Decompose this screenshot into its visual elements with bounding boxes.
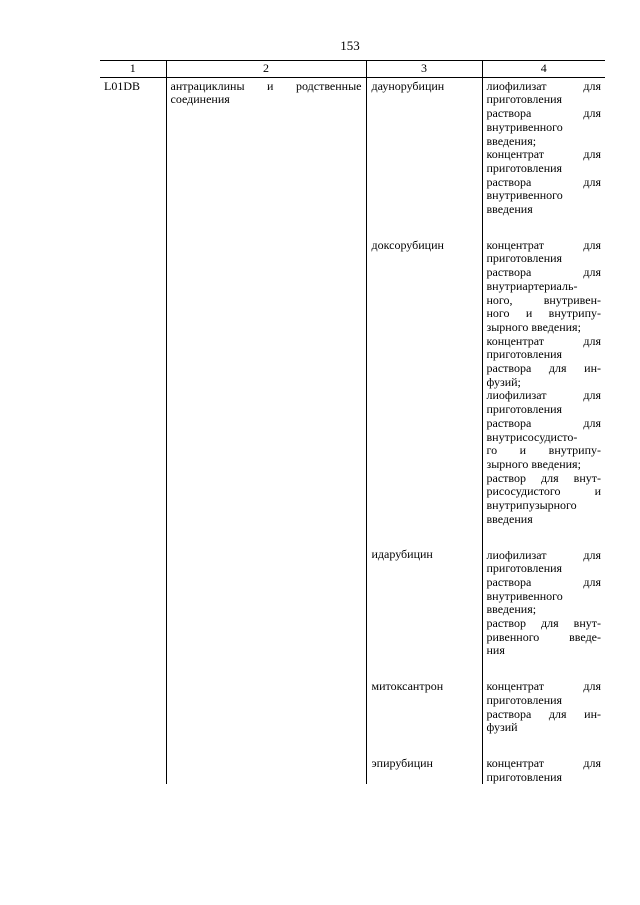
dosage-form-line: приготовления xyxy=(486,561,563,576)
entry-spacer xyxy=(372,735,478,757)
drug-name: митоксантрон xyxy=(371,678,444,693)
dosage-form-line: внутривенного xyxy=(486,119,563,134)
entry-spacer xyxy=(487,217,602,239)
dosage-form-line: введения; xyxy=(486,133,537,148)
drug-name: идарубицин xyxy=(371,547,433,562)
atc-code: L01DB xyxy=(104,78,140,93)
table-row xyxy=(100,77,605,784)
dosage-form-line: раствора для ин- xyxy=(486,361,601,376)
dosage-form-line: введения; xyxy=(486,602,537,617)
dosage-form-line: внутриартериаль- xyxy=(486,278,578,293)
dosage-form-line: приготовления xyxy=(486,402,563,417)
dosage-form-line: приготовления xyxy=(486,92,563,107)
drug-table-container xyxy=(100,60,605,784)
entry-spacer xyxy=(487,658,602,680)
column-header-3: 3 xyxy=(366,61,482,78)
entry-spacer xyxy=(487,735,602,757)
dosage-form-line: концентрат для xyxy=(486,237,601,252)
dosage-form-line: концентрат для xyxy=(486,679,601,694)
page-number: 153 xyxy=(340,38,360,53)
dosage-form-line: го и внутрипу- xyxy=(486,443,601,458)
dosage-form-line: внутрипузырного xyxy=(486,498,577,513)
drug-table xyxy=(100,60,605,784)
entry-spacer xyxy=(372,526,478,548)
dosage-form-line: введения xyxy=(486,202,533,217)
dosage-form-block xyxy=(487,549,602,659)
dosage-form-line: приготовления xyxy=(486,160,563,175)
dosage-form-block xyxy=(487,680,602,735)
dosage-form-line: приготовления xyxy=(486,251,563,266)
column-header-1: 1 xyxy=(100,61,166,78)
dosage-form-line: внутривенного xyxy=(486,188,563,203)
column-header-4: 4 xyxy=(482,61,605,78)
dosage-form-line: приготовления xyxy=(486,692,563,707)
dosage-form-line: концентрат для xyxy=(486,755,601,770)
dosage-form-line: внутривенного xyxy=(486,588,563,603)
dosage-form-line: лиофилизат для xyxy=(486,547,601,562)
dosage-form-line: ривенного введе- xyxy=(486,629,601,644)
dosage-form-line: ного и внутрипу- xyxy=(486,306,601,321)
dosage-form-line: фузий; xyxy=(486,374,521,389)
dosage-form-line: приготовления xyxy=(486,769,563,784)
column-header-2: 2 xyxy=(166,61,366,78)
dosage-form-line: лиофилизат для xyxy=(486,388,601,403)
drug-name: эпирубицин xyxy=(371,755,433,770)
dosage-form-line: рисосудистого и xyxy=(486,484,601,499)
dosage-form-line: зырного введения; xyxy=(486,456,581,471)
dosage-form-line: раствора для xyxy=(486,415,601,430)
dosage-form-block xyxy=(487,80,602,217)
dosage-form-line: введения xyxy=(486,511,533,526)
dosage-forms-cell xyxy=(482,77,605,784)
dosage-form-line: раствора для xyxy=(486,265,601,280)
dosage-form-line: ного, внутривен- xyxy=(486,292,601,307)
group-name-cell xyxy=(166,77,366,784)
drug-name: доксорубицин xyxy=(371,237,444,252)
dosage-form-line: зырного введения; xyxy=(486,319,581,334)
entry-spacer xyxy=(372,658,478,680)
atc-code-cell xyxy=(100,77,166,784)
entry-spacer xyxy=(487,527,602,549)
dosage-form-line: фузий xyxy=(486,720,518,735)
dosage-form-block xyxy=(487,757,602,784)
header-row xyxy=(100,61,605,78)
dosage-form-line: концентрат для xyxy=(486,147,601,162)
dosage-form-line: раствора для ин- xyxy=(486,706,601,721)
drug-name: даунорубицин xyxy=(371,78,445,93)
dosage-form-block xyxy=(487,239,602,527)
dosage-form-line: раствор для внут- xyxy=(486,616,601,631)
dosage-form-line: концентрат для xyxy=(486,333,601,348)
drug-names-cell xyxy=(366,77,482,784)
group-name: антрациклины и родственные соединения xyxy=(170,78,362,107)
dosage-form-line: ния xyxy=(486,643,505,658)
dosage-form-line: раствор для внут- xyxy=(486,470,601,485)
dosage-form-line: раствора для xyxy=(486,174,601,189)
dosage-form-line: лиофилизат для xyxy=(486,78,601,93)
dosage-form-line: приготовления xyxy=(486,347,563,362)
dosage-form-line: раствора для xyxy=(486,574,601,589)
entry-spacer xyxy=(372,217,478,239)
dosage-form-line: раствора для xyxy=(486,106,601,121)
dosage-form-line: внутрисосудисто- xyxy=(486,429,578,444)
